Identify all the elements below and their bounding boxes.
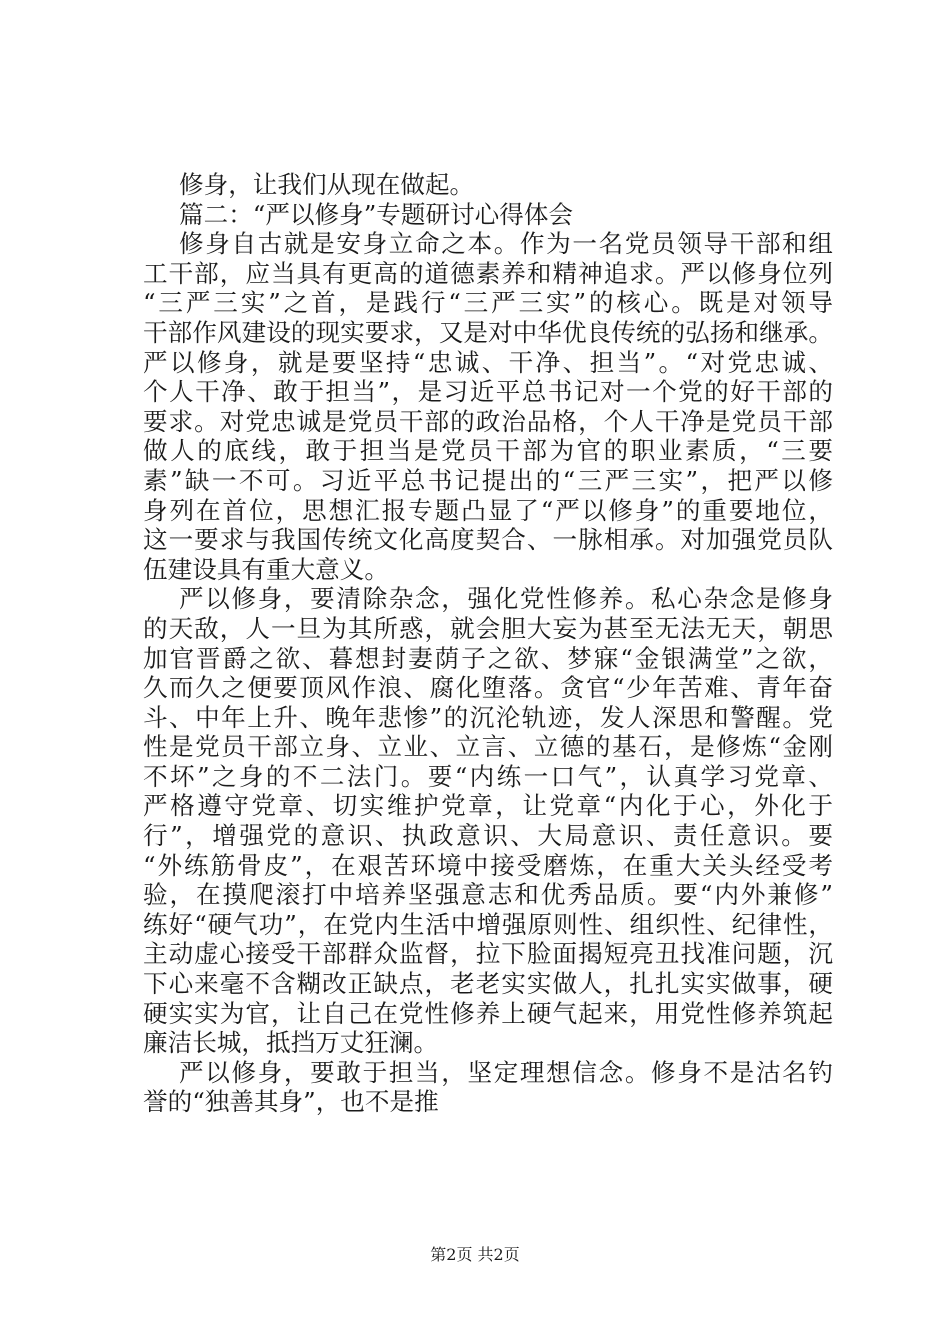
text-line: 严以修身，就是要坚持“忠诚、干净、担当”。“对党忠诚、	[143, 347, 833, 377]
text-line: 修身自古就是安身立命之本。作为一名党员领导干部和组	[179, 229, 833, 259]
text-line: 严以修身，要敢于担当，坚定理想信念。修身不是沽名钓	[179, 1057, 833, 1087]
text-line: 练好“硬气功”，在党内生活中增强原则性、组织性、纪律性，	[143, 909, 833, 939]
section-heading: 篇二：“严以修身”专题研讨心得体会	[179, 199, 574, 229]
text-line: 斗、中年上升、晚年悲惨”的沉沦轨迹，发人深思和警醒。党	[143, 702, 833, 732]
text-line: 的天敌，人一旦为其所惑，就会胆大妄为甚至无法无天，朝思	[143, 613, 833, 643]
text-line: 做人的底线，敢于担当是党员干部为官的职业素质，“三要	[143, 436, 833, 466]
text-line: 验，在摸爬滚打中培养坚强意志和优秀品质。要“内外兼修”	[143, 880, 833, 910]
text-line: 干部作风建设的现实要求，又是对中华优良传统的弘扬和继承。	[143, 317, 833, 347]
text-line: 严格遵守党章、切实维护党章，让党章“内化于心，外化于	[143, 791, 833, 821]
text-line: 行”，增强党的意识、执政意识、大局意识、责任意识。要	[143, 821, 833, 851]
text-line: 主动虚心接受干部群众监督，拉下脸面揭短亮丑找准问题，沉	[143, 939, 833, 969]
text-line: “三严三实”之首，是践行“三严三实”的核心。既是对领导	[143, 288, 833, 318]
text-line: 个人干净、敢于担当”，是习近平总书记对一个党的好干部的	[143, 377, 833, 407]
text-line: 硬实实为官，让自己在党性修养上硬气起来，用党性修养筑起	[143, 998, 833, 1028]
text-line: 下心来毫不含糊改正缺点，老老实实做人，扎扎实实做事，硬	[143, 969, 833, 999]
text-line: 身列在首位，思想汇报专题凸显了“严以修身”的重要地位，	[143, 495, 833, 525]
text-line: 廉洁长城，抵挡万丈狂澜。	[143, 1028, 439, 1058]
text-line: 誉的“独善其身”，也不是推	[143, 1087, 439, 1117]
text-line: 性是党员干部立身、立业、立言、立德的基石，是修炼“金刚	[143, 732, 833, 762]
text-line: 要求。对党忠诚是党员干部的政治品格，个人干净是党员干部	[143, 406, 833, 436]
text-line: 修身，让我们从现在做起。	[179, 170, 475, 199]
text-line: “外练筋骨皮”，在艰苦环境中接受磨炼，在重大关头经受考	[143, 850, 833, 880]
text-line: 素”缺一不可。习近平总书记提出的“三严三实”，把严以修	[143, 465, 833, 495]
text-line: 伍建设具有重大意义。	[143, 554, 389, 584]
text-line: 工干部，应当具有更高的道德素养和精神追求。严以修身位列	[143, 258, 833, 288]
page-number-footer: 第2页 共2页	[430, 1245, 520, 1264]
text-line: 这一要求与我国传统文化高度契合、一脉相承。对加强党员队	[143, 525, 833, 555]
text-line: 加官晋爵之欲、暮想封妻荫子之欲、梦寐“金银满堂”之欲，	[143, 643, 833, 673]
text-line: 严以修身，要清除杂念，强化党性修养。私心杂念是修身	[179, 584, 833, 614]
document-body	[143, 170, 833, 1117]
text-line: 久而久之便要顶风作浪、腐化堕落。贪官“少年苦难、青年奋	[143, 673, 833, 703]
text-line: 不坏”之身的不二法门。要“内练一口气”，认真学习党章、	[143, 761, 833, 791]
